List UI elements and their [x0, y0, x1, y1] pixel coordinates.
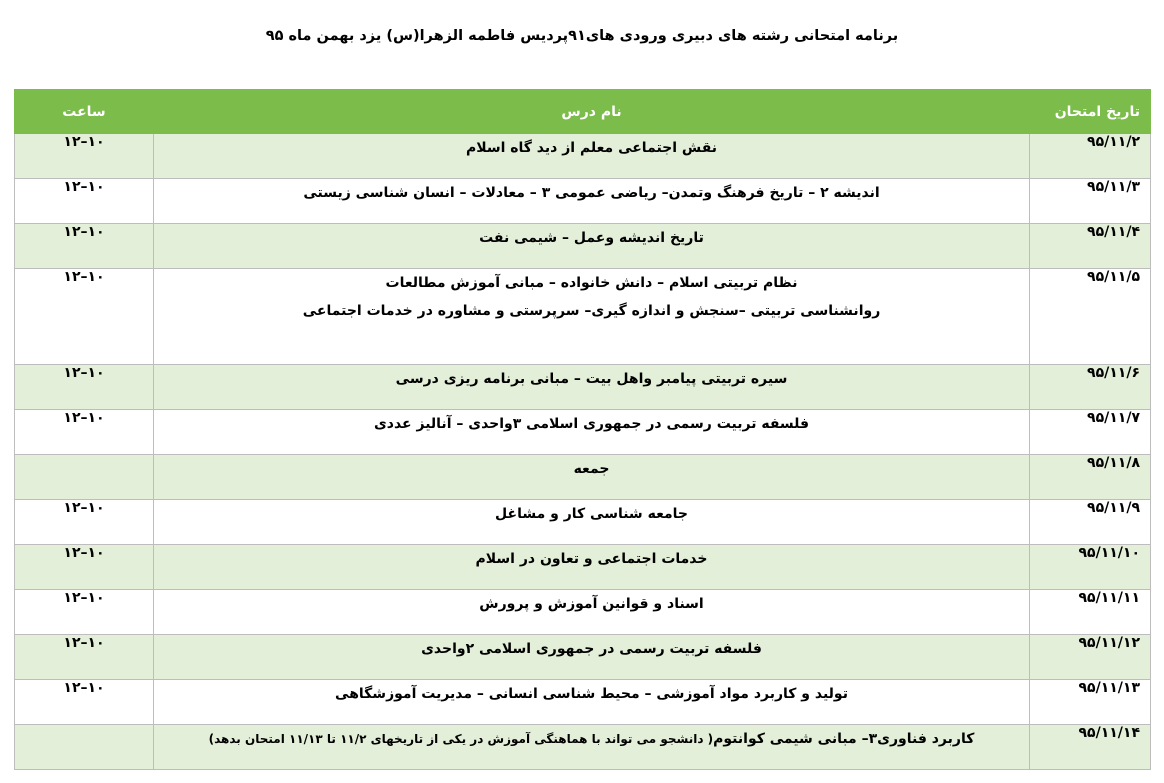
table-row — [15, 134, 1151, 179]
exam-date-cell: ۹۵/۱۱/۶ — [1030, 365, 1151, 410]
course-line: فلسفه تربیت رسمی در جمهوری اسلامی ۲واحدی — [421, 641, 762, 657]
exam-hour-cell: ۱۰–۱۲ — [15, 680, 154, 725]
exam-date-cell: ۹۵/۱۱/۱۴ — [1030, 725, 1151, 770]
header-hour: ساعت — [15, 90, 154, 134]
course-name-cell — [154, 545, 1030, 590]
exam-hour-cell: ۱۰–۱۲ — [15, 410, 154, 455]
course-line: روانشناسی تربیتی –سنجش و اندازه گیری– سرپرستی و مشاوره در خدمات اجتماعی — [302, 303, 881, 319]
table-row — [15, 725, 1151, 770]
table-row — [15, 179, 1151, 224]
course-name-cell — [154, 365, 1030, 410]
course-name-cell — [154, 134, 1030, 179]
page-title: برنامه امتحانی رشته های دبیری ورودی های۹۱پردیس فاطمه الزهرا(س) یزد بهمن ماه ۹۵ — [265, 28, 899, 44]
exam-hour-cell: ۱۰–۱۲ — [15, 224, 154, 269]
exam-hour-cell: ۱۰–۱۲ — [15, 179, 154, 224]
course-name-cell — [154, 455, 1030, 500]
course-line: تاریخ اندیشه وعمل – شیمی نفت — [479, 230, 704, 246]
exam-hour-cell: ۱۰–۱۲ — [15, 269, 154, 365]
exam-date-cell: ۹۵/۱۱/۱۲ — [1030, 635, 1151, 680]
header-course-name: نام درس — [154, 90, 1030, 134]
exam-date-cell: ۹۵/۱۱/۳ — [1030, 179, 1151, 224]
course-name-cell — [154, 269, 1030, 365]
table-row — [15, 455, 1151, 500]
exam-hour-cell: ۱۰–۱۲ — [15, 590, 154, 635]
course-line: فلسفه تربیت رسمی در جمهوری اسلامی ۳واحدی – آنالیز عددی — [373, 416, 810, 432]
course-name-cell — [154, 224, 1030, 269]
table-row — [15, 269, 1151, 365]
exam-hour-cell: ۱۰–۱۲ — [15, 365, 154, 410]
table-row — [15, 590, 1151, 635]
course-line: خدمات اجتماعی و تعاون در اسلام — [475, 551, 708, 567]
exam-date-cell: ۹۵/۱۱/۴ — [1030, 224, 1151, 269]
exam-date-cell: ۹۵/۱۱/۷ — [1030, 410, 1151, 455]
table-row — [15, 545, 1151, 590]
exam-date-cell: ۹۵/۱۱/۲ — [1030, 134, 1151, 179]
course-name-cell — [154, 725, 1030, 770]
course-line: تولید و کاربرد مواد آموزشی – محیط شناسی انسانی – مدیریت آموزشگاهی — [335, 686, 848, 702]
course-line: نقش اجتماعی معلم از دید گاه اسلام — [465, 140, 718, 156]
table-row — [15, 635, 1151, 680]
course-name-cell — [154, 500, 1030, 545]
course-name-cell — [154, 635, 1030, 680]
exam-date-cell: ۹۵/۱۱/۸ — [1030, 455, 1151, 500]
table-row — [15, 410, 1151, 455]
exam-date-cell: ۹۵/۱۱/۹ — [1030, 500, 1151, 545]
course-line: جامعه شناسی کار و مشاغل — [495, 506, 688, 522]
table-row — [15, 500, 1151, 545]
exam-hour-cell: ۱۰–۱۲ — [15, 134, 154, 179]
course-note: ( دانشجو می تواند با هماهنگی آموزش در یکی از تاریخهای ۱۱/۲ تا ۱۱/۱۳ امتحان بدهد) — [208, 732, 714, 746]
course-name-cell — [154, 179, 1030, 224]
exam-date-cell: ۹۵/۱۱/۱۳ — [1030, 680, 1151, 725]
exam-hour-cell: ۱۰–۱۲ — [15, 500, 154, 545]
table-body — [15, 134, 1151, 770]
exam-hour-cell: ۱۰–۱۲ — [15, 545, 154, 590]
course-line: نظام تربیتی اسلام – دانش خانواده – مبانی آموزش مطالعات — [385, 275, 798, 291]
table-row — [15, 224, 1151, 269]
header-exam-date: تاریخ امتحان — [1030, 90, 1151, 134]
exam-date-cell: ۹۵/۱۱/۱۰ — [1030, 545, 1151, 590]
course-name-cell — [154, 680, 1030, 725]
course-name-cell — [154, 590, 1030, 635]
table-row — [15, 680, 1151, 725]
course-name-cell — [154, 410, 1030, 455]
course-line: سیره تربیتی پیامبر واهل بیت – مبانی برنامه ریزی درسی — [395, 371, 788, 387]
exam-date-cell: ۹۵/۱۱/۵ — [1030, 269, 1151, 365]
course-line: اندیشه ۲ – تاریخ فرهنگ وتمدن– ریاضی عمومی ۳ – معادلات – انسان شناسی زیستی — [303, 185, 880, 201]
table-row — [15, 365, 1151, 410]
course-line: جمعه — [573, 461, 610, 477]
exam-hour-cell — [15, 455, 154, 500]
exam-hour-cell — [15, 725, 154, 770]
exam-schedule-table — [14, 89, 1151, 770]
course-line: کاربرد فناوری۳– مبانی شیمی کوانتوم — [713, 731, 975, 747]
table-header-row — [15, 90, 1151, 134]
course-line: اسناد و قوانین آموزش و پرورش — [479, 596, 704, 612]
exam-hour-cell: ۱۰–۱۲ — [15, 635, 154, 680]
exam-date-cell: ۹۵/۱۱/۱۱ — [1030, 590, 1151, 635]
